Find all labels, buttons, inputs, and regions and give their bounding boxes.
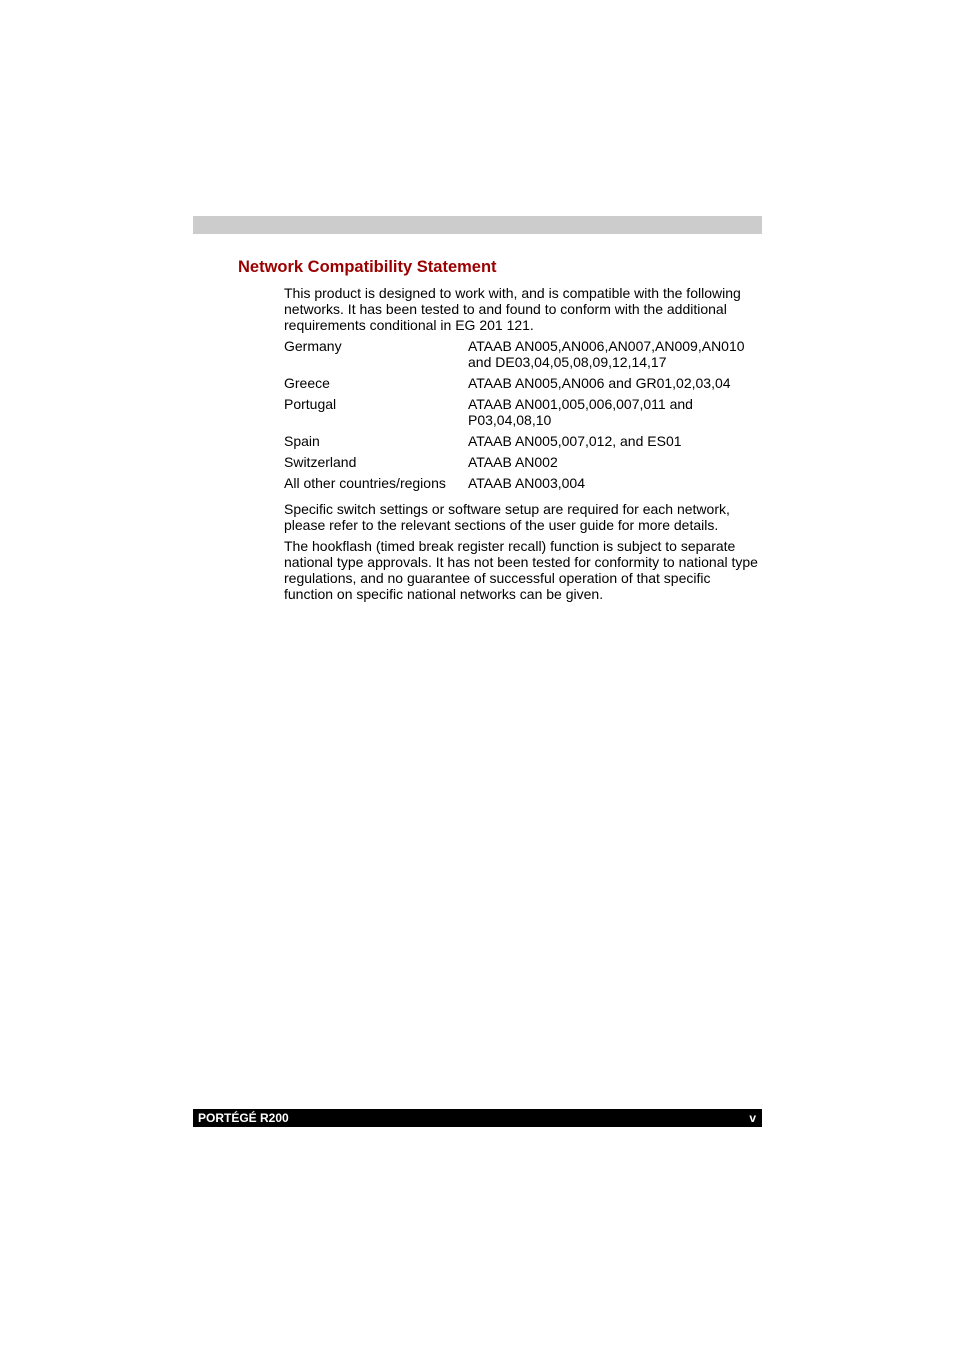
country-cell: Greece	[284, 375, 330, 391]
table-row	[284, 375, 760, 396]
footer-bar	[193, 1109, 762, 1127]
section-title: Network Compatibility Statement	[238, 258, 497, 276]
standard-cell: ATAAB AN003,004	[468, 475, 585, 491]
switch-settings-note: Specific switch settings or software setup are required for each network, please refer to the relevant sections of the user guide for more details.	[284, 501, 730, 533]
country-cell: Portugal	[284, 396, 337, 412]
standard-cell: ATAAB AN005,AN006 and GR01,02,03,04	[468, 375, 731, 391]
standard-cell: ATAAB AN005,AN006,AN007,AN009,AN010 and DE03,04,05,08,09,12,14,17	[468, 338, 745, 370]
standard-cell: ATAAB AN002	[468, 454, 558, 470]
footer-page-number: v	[749, 1111, 756, 1125]
country-cell: Switzerland	[284, 454, 357, 470]
standard-cell: ATAAB AN005,007,012, and ES01	[468, 433, 682, 449]
table-row	[284, 454, 760, 475]
header-bar	[193, 216, 762, 234]
country-cell: Spain	[284, 433, 320, 449]
intro-paragraph: This product is designed to work with, and is compatible with the following networks. It has been tested to and found to conform with the additional requirements conditional in EG 201 121.	[284, 285, 741, 333]
standard-cell: ATAAB AN001,005,006,007,011 and P03,04,08,10	[468, 396, 693, 428]
footer-product-name: PORTÉGÉ R200	[198, 1111, 289, 1125]
network-table	[284, 338, 760, 496]
table-row	[284, 433, 760, 454]
country-cell: Germany	[284, 338, 342, 354]
table-row	[284, 396, 760, 433]
section-body	[284, 285, 760, 607]
table-row	[284, 338, 760, 375]
hookflash-note: The hookflash (timed break register recall) function is subject to separate national type approvals. It has not been tested for conformity to national type regulations, and no guarantee of successful operation of that specific function on specific national networks can be given.	[284, 538, 758, 602]
table-row	[284, 475, 760, 496]
country-cell: All other countries/regions	[284, 475, 446, 491]
